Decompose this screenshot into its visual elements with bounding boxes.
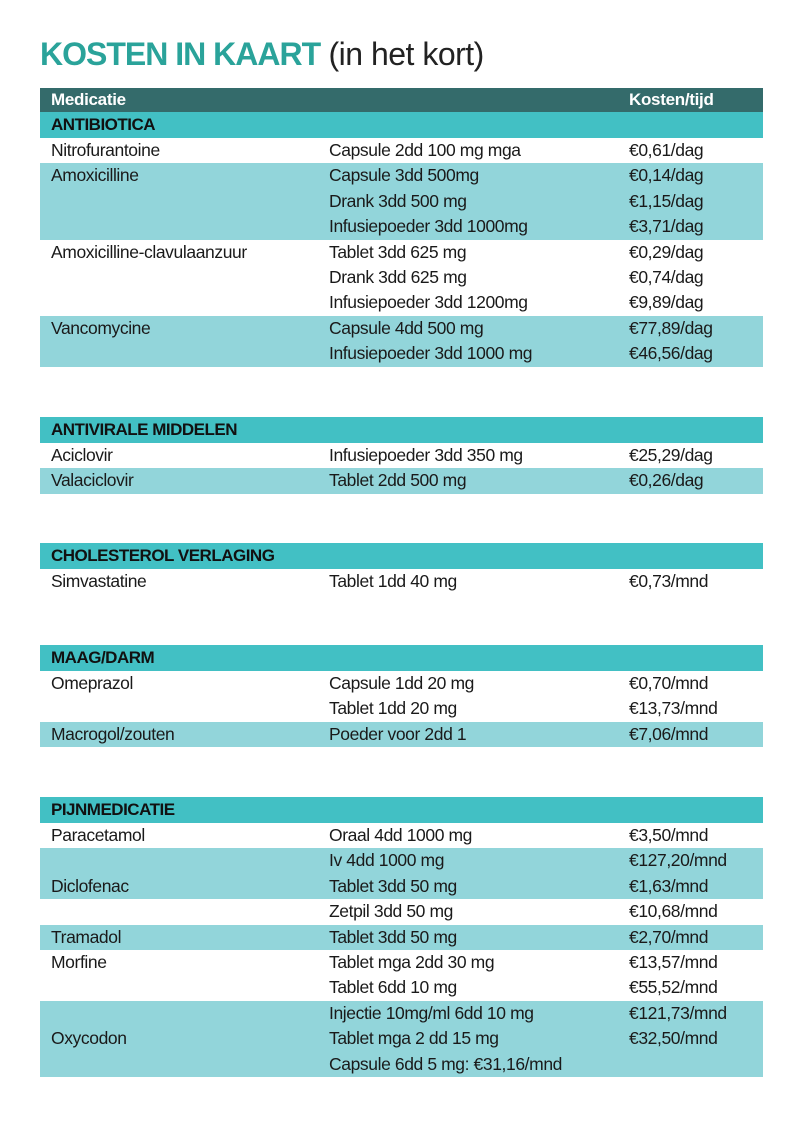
table-row (40, 569, 763, 594)
header-medicatie: Medicatie (51, 90, 126, 109)
table-row (40, 163, 763, 188)
cost-per-time: €0,26/dag (629, 470, 704, 491)
cost-per-time: €1,63/mnd (629, 875, 709, 896)
drug-group (40, 950, 763, 1001)
cost-per-time: €13,73/mnd (629, 698, 718, 719)
dosage-form: Tablet 2dd 500 mg (329, 470, 467, 491)
section-title: PIJNMEDICATIE (51, 800, 175, 819)
dosage-form: Infusiepoeder 3dd 1200mg (329, 292, 528, 313)
table-row (40, 1052, 763, 1077)
cost-per-time: €1,15/dag (629, 190, 704, 211)
dosage-form: Iv 4dd 1000 mg (329, 850, 445, 871)
dosage-form: Tablet mga 2 dd 15 mg (329, 1028, 499, 1049)
dosage-form: Injectie 10mg/ml 6dd 10 mg (329, 1002, 534, 1023)
cost-per-time: €25,29/dag (629, 445, 713, 465)
dosage-form: Tablet mga 2dd 30 mg (329, 952, 495, 972)
cost-per-time: €77,89/dag (629, 317, 713, 338)
dosage-form: Infusiepoeder 3dd 1000 mg (329, 343, 533, 364)
drug-group (40, 240, 763, 316)
cost-per-time: €9,89/dag (629, 292, 704, 313)
dosage-form: Tablet 1dd 40 mg (329, 571, 457, 591)
drug-name: Vancomycine (51, 317, 151, 338)
cost-per-time: €0,61/dag (629, 140, 704, 160)
drug-name: Amoxicilline (51, 165, 139, 186)
drug-group (40, 163, 763, 239)
dosage-form: Tablet 3dd 50 mg (329, 926, 457, 947)
table-header (40, 88, 763, 112)
title-light: (in het kort) (328, 36, 484, 72)
drug-group (40, 899, 763, 924)
dosage-form: Tablet 3dd 625 mg (329, 241, 467, 262)
drug-name: Tramadol (51, 926, 122, 947)
section-header (40, 645, 763, 671)
drug-group (40, 848, 763, 899)
cost-per-time: €0,14/dag (629, 165, 704, 186)
drug-name: Morfine (51, 952, 107, 972)
cost-per-time: €3,71/dag (629, 216, 704, 237)
section-title: MAAG/DARM (51, 648, 155, 667)
drug-group (40, 671, 763, 722)
dosage-form: Tablet 3dd 50 mg (329, 875, 457, 896)
table-row (40, 899, 763, 924)
dosage-form: Tablet 1dd 20 mg (329, 698, 457, 719)
table-row (40, 443, 763, 468)
cost-per-time: €55,52/mnd (629, 977, 718, 998)
dosage-form: Capsule 6dd 5 mg: €31,16/mnd (329, 1053, 562, 1074)
drug-name: Valaciclovir (51, 470, 134, 491)
cost-per-time: €3,50/mnd (629, 825, 709, 845)
cost-per-time: €0,29/dag (629, 241, 704, 262)
drug-group (40, 722, 763, 747)
section-header (40, 797, 763, 823)
dosage-form: Capsule 3dd 500mg (329, 165, 479, 186)
dosage-form: Infusiepoeder 3dd 1000mg (329, 216, 528, 237)
dosage-form: Zetpil 3dd 50 mg (329, 901, 453, 922)
section-header (40, 417, 763, 443)
dosage-form: Oraal 4dd 1000 mg (329, 825, 473, 845)
table-row (40, 823, 763, 848)
drug-name: Paracetamol (51, 825, 145, 845)
section-header (40, 112, 763, 138)
table-row (40, 290, 763, 315)
dosage-form: Tablet 6dd 10 mg (329, 977, 457, 998)
table-row (40, 316, 763, 341)
table-row (40, 874, 763, 899)
table-row (40, 189, 763, 214)
table-row (40, 240, 763, 265)
cost-per-time: €121,73/mnd (629, 1002, 727, 1023)
dosage-form: Drank 3dd 625 mg (329, 266, 467, 287)
drug-name: Omeprazol (51, 673, 133, 693)
table-row (40, 696, 763, 721)
header-kosten-tijd: Kosten/tijd (629, 90, 714, 109)
page-title (40, 34, 484, 74)
table-row (40, 468, 763, 493)
table-row (40, 1001, 763, 1026)
cost-per-time: €7,06/mnd (629, 723, 709, 744)
table-row (40, 671, 763, 696)
dosage-form: Capsule 4dd 500 mg (329, 317, 484, 338)
dosage-form: Drank 3dd 500 mg (329, 190, 467, 211)
section-title: CHOLESTEROL VERLAGING (51, 546, 275, 565)
drug-name: Nitrofurantoine (51, 140, 160, 160)
dosage-form: Capsule 1dd 20 mg (329, 673, 474, 693)
drug-name: Simvastatine (51, 571, 147, 591)
cost-per-time: €0,70/mnd (629, 673, 709, 693)
table-row (40, 950, 763, 975)
title-strong: KOSTEN IN KAART (40, 36, 321, 72)
table-row (40, 925, 763, 950)
drug-group (40, 823, 763, 848)
drug-name: Diclofenac (51, 875, 129, 896)
cost-per-time: €0,73/mnd (629, 571, 709, 591)
section-title: ANTIBIOTICA (51, 115, 156, 134)
table-row (40, 341, 763, 366)
table-row (40, 138, 763, 163)
drug-group (40, 138, 763, 163)
cost-per-time: €2,70/mnd (629, 926, 709, 947)
cost-per-time: €13,57/mnd (629, 952, 718, 972)
cost-per-time: €10,68/mnd (629, 901, 718, 922)
cost-per-time: €32,50/mnd (629, 1028, 718, 1049)
drug-group (40, 1001, 763, 1077)
dosage-form: Infusiepoeder 3dd 350 mg (329, 445, 523, 465)
table-row (40, 722, 763, 747)
section-header (40, 543, 763, 569)
dosage-form: Capsule 2dd 100 mg mga (329, 140, 521, 160)
table-row (40, 1026, 763, 1051)
section-title: ANTIVIRALE MIDDELEN (51, 420, 237, 439)
cost-per-time: €0,74/dag (629, 266, 704, 287)
drug-name: Amoxicilline-clavulaanzuur (51, 241, 247, 262)
cost-per-time: €46,56/dag (629, 343, 713, 364)
drug-group (40, 316, 763, 367)
drug-group (40, 468, 763, 493)
dosage-form: Poeder voor 2dd 1 (329, 723, 467, 744)
drug-group (40, 925, 763, 950)
drug-name: Macrogol/zouten (51, 723, 175, 744)
drug-name: Aciclovir (51, 445, 113, 465)
table-row (40, 214, 763, 239)
table-row (40, 975, 763, 1000)
drug-group (40, 443, 763, 468)
drug-name: Oxycodon (51, 1028, 127, 1049)
table-row (40, 265, 763, 290)
table-row (40, 848, 763, 873)
drug-group (40, 569, 763, 594)
cost-per-time: €127,20/mnd (629, 850, 727, 871)
